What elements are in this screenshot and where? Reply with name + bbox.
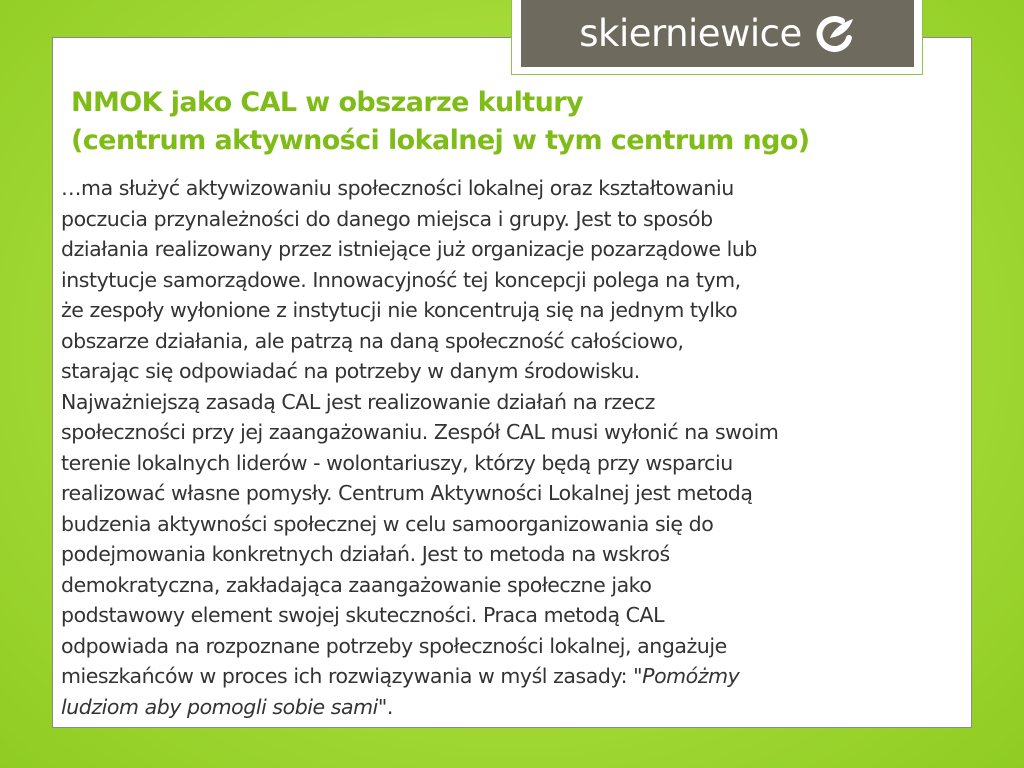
logo-text: skierniewice	[579, 12, 802, 55]
body-line: instytucje samorządowe. Innowacyjność tej koncepcji polega na tym,	[61, 267, 741, 292]
skierniewice-logo	[521, 0, 914, 67]
body-line-17	[61, 661, 966, 692]
body-line: Najważniejszą zasadą CAL jest realizowanie działań na rzecz	[61, 389, 655, 414]
body-line: terenie lokalnych liderów - wolontariuszy, którzy będą przy wsparciu	[61, 450, 733, 475]
body-line: …ma służyć aktywizowaniu społeczności lokalnej oraz kształtowaniu	[61, 176, 734, 200]
slide-title-line-2: (centrum aktywności lokalnej w tym centrum ngo)	[71, 125, 810, 156]
slide-title	[71, 84, 961, 160]
body-line-17-text: mieszkańców w proces ich rozwiązywania w myśl zasady: "	[61, 664, 643, 688]
body-line: realizować własne pomysły. Centrum Aktywności Lokalnej jest metodą	[61, 481, 753, 505]
quote-closing: ".	[377, 694, 393, 719]
body-line: demokratyczna, zakładająca zaangażowanie społeczne jako	[61, 572, 652, 597]
body-line-18	[61, 692, 966, 723]
body-line: budzenia aktywności społecznej w celu samoorganizowania się do	[61, 511, 714, 536]
slide-title-line-1: NMOK jako CAL w obszarze kultury	[71, 87, 583, 118]
body-line: obszarze działania, ale patrzą na daną społeczność całościowo,	[61, 328, 684, 353]
body-line: podejmowania konkretnych działań. Jest to metoda na wskroś	[61, 542, 670, 566]
body-line: podstawowy element swojej skuteczności. Praca metodą CAL	[61, 603, 665, 627]
logo-inner	[579, 12, 855, 56]
body-line: że zespoły wyłonione z instytucji nie koncentrują się na jednym tylko	[61, 298, 738, 322]
body-line: społeczności przy jej zaangażowaniu. Zespół CAL musi wyłonić na swoim	[61, 420, 779, 444]
body-line: poczucia przynależności do danego miejsca i grupy. Jest to sposób	[61, 206, 713, 231]
quote-italic-end: ludziom aby pomogli sobie sami	[61, 694, 378, 719]
quote-italic-start: Pomóżmy	[642, 664, 740, 688]
body-line: starając się odpowiadać na potrzeby w danym środowisku.	[61, 359, 640, 383]
body-line: odpowiada na rozpoznane potrzeby społeczności lokalnej, angażuje	[61, 633, 727, 658]
skierniewice-leaf-icon	[812, 12, 856, 56]
slide-body-text	[61, 173, 966, 722]
body-line: działania realizowany przez istniejące już organizacje pozarządowe lub	[61, 237, 757, 261]
